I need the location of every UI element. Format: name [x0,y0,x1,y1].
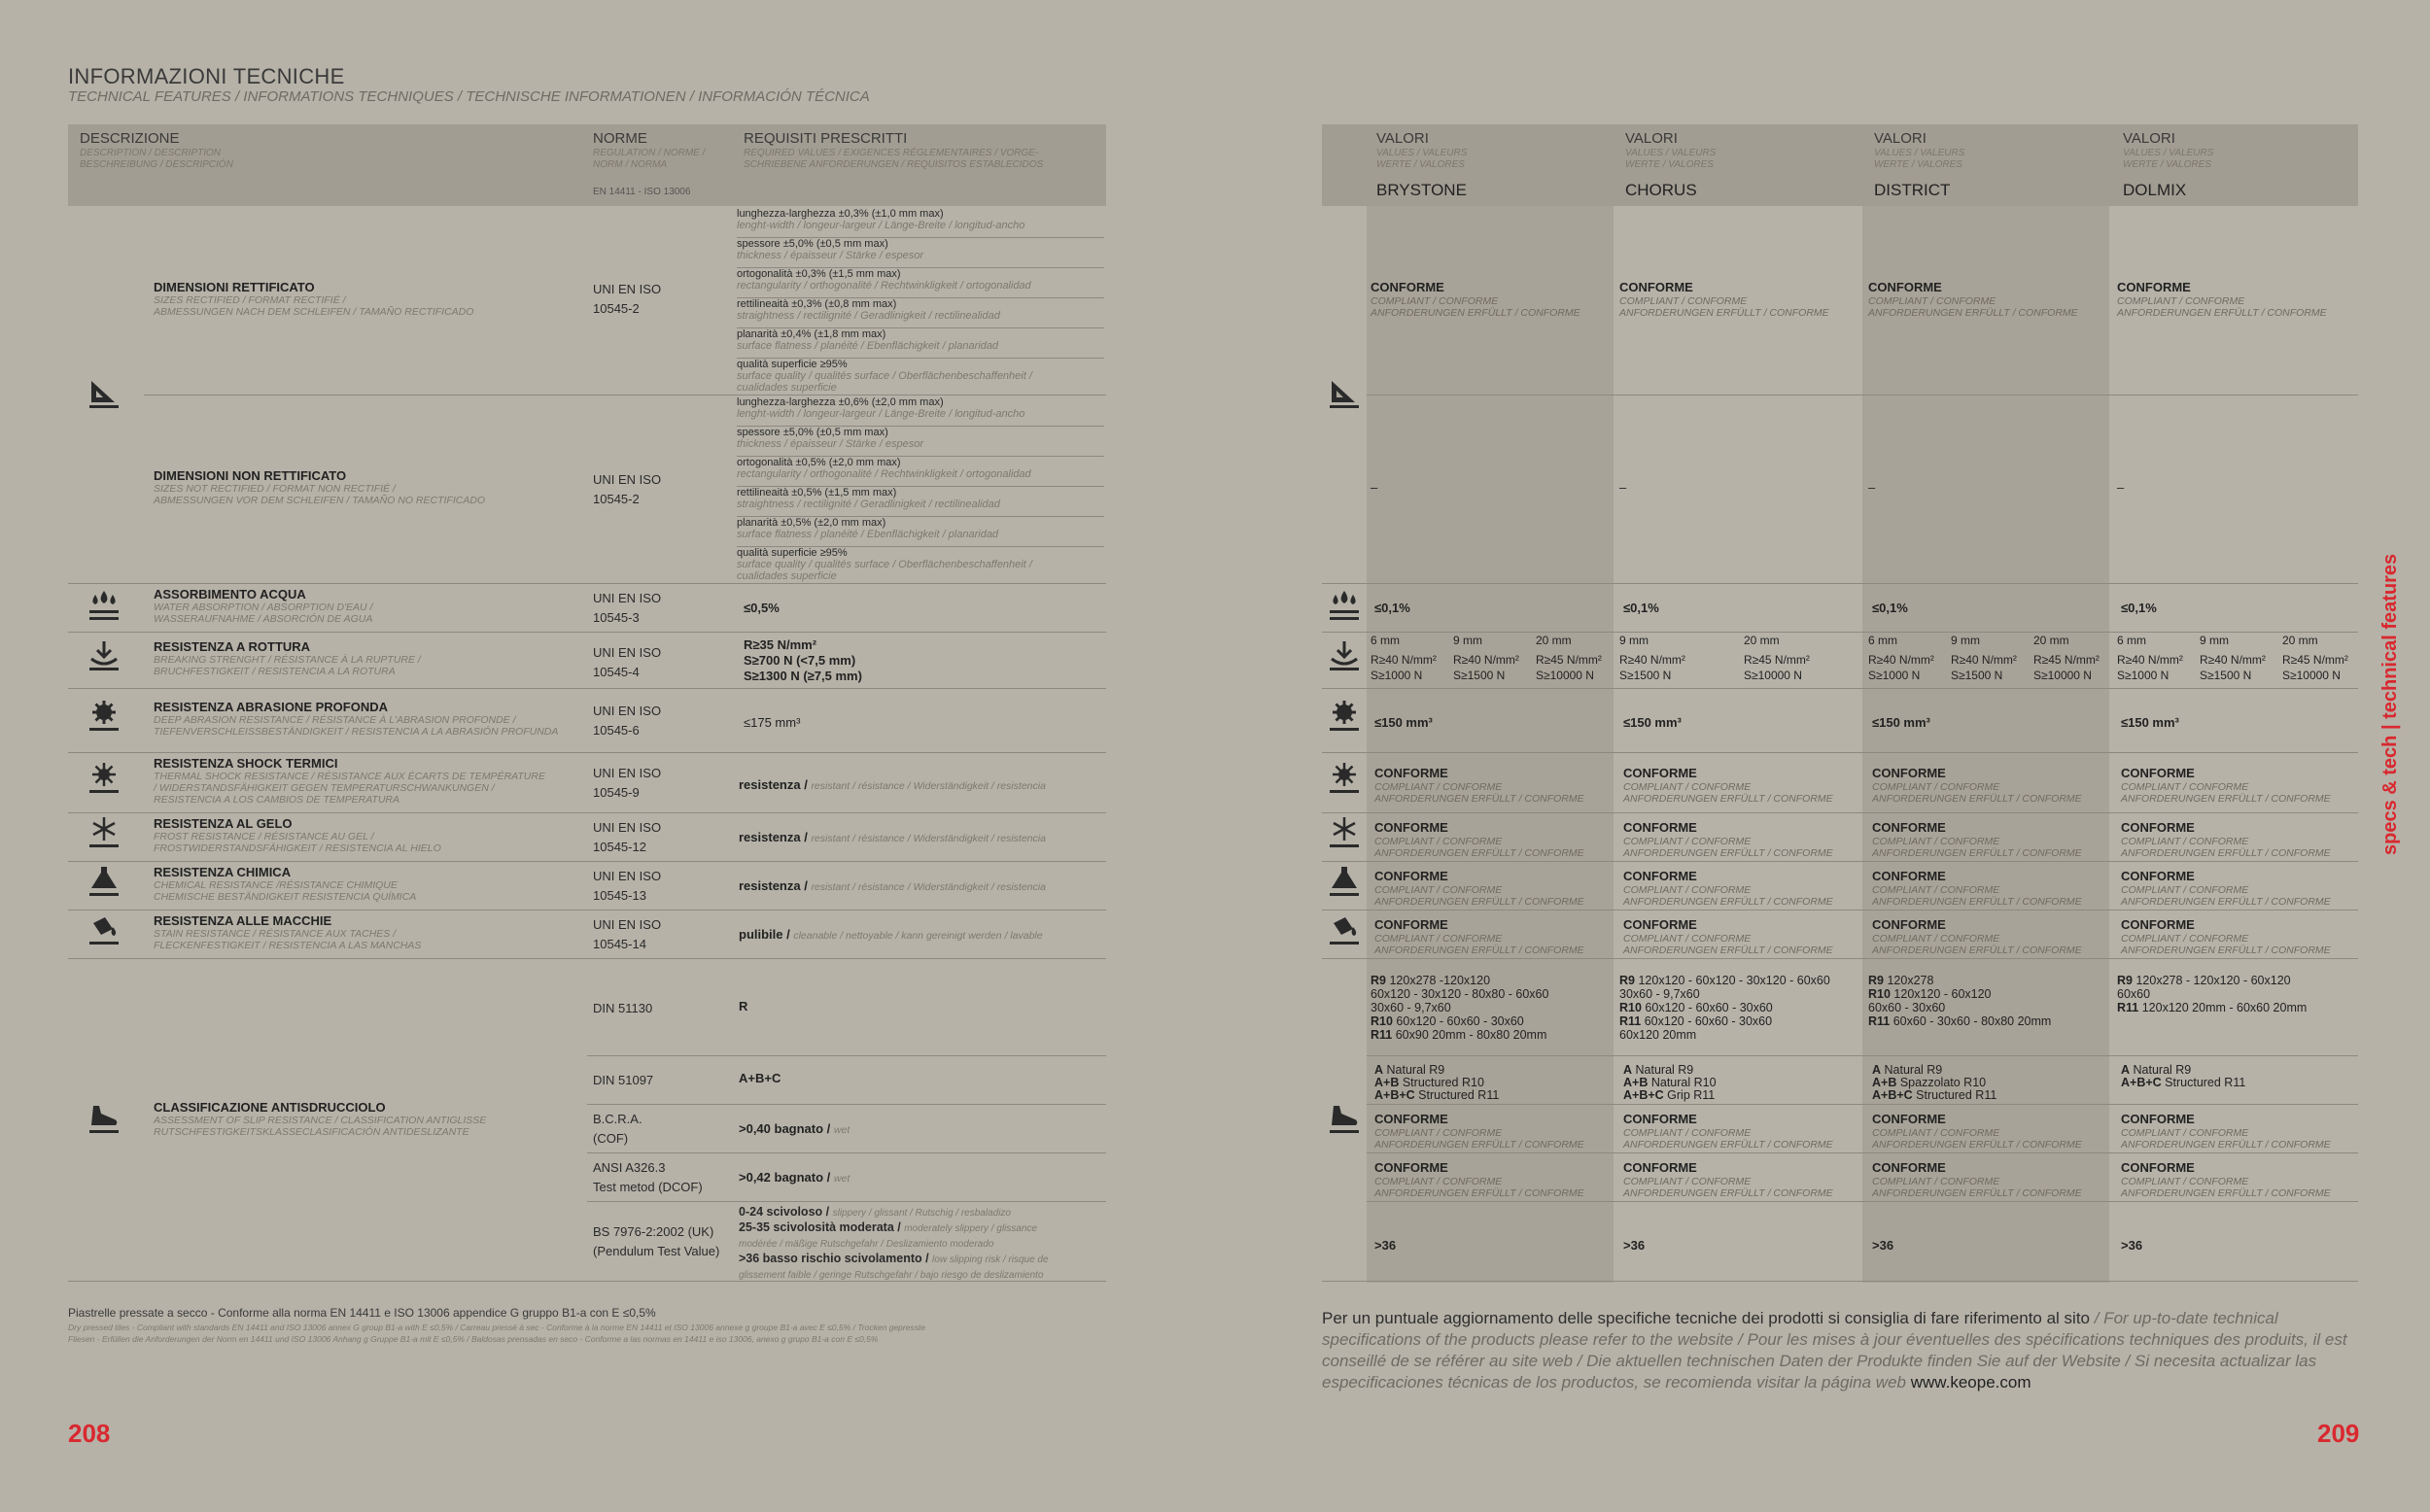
conforme-sub: COMPLIANT / CONFORME ANFORDERUNGEN ERFÜLLT / CONFORME [2121,781,2331,805]
pendulum-value: >36 [1374,1238,1397,1253]
water-absorption-value: ≤0,1% [1374,601,1410,615]
r-class: R11 [1371,1028,1393,1042]
water-drops-icon [1328,589,1361,622]
abc-class: A+B+C [2121,1076,2162,1089]
row-norm: UNI EN ISO 10545-12 [593,820,662,854]
r-value: R≥45 N/mm² [2033,653,2100,667]
conforme-sub: COMPLIANT / CONFORME ANFORDERUNGEN ERFÜLLT / CONFORME [1371,295,1580,319]
conforme-label: CONFORME [1872,869,1946,883]
not-rectified-requirements [737,396,1104,586]
thermal-shock-icon [87,762,121,795]
product-name: DISTRICT [1874,181,1951,199]
footnote: Piastrelle pressate a secco - Conforme alla norma EN 14411 e ISO 13006 appendice G gruppo B1-a con E ≤0,5% [68,1306,656,1320]
abc-finish: Natural R9 [1386,1063,1445,1077]
footnote-sub: Dry pressed tiles - Compliant with standards EN 14411 and ISO 13006 annex G group B1-a with E ≤0,5% / Carreau pressé à sec - Conforme à la norme EN 14411 et ISO 13006 annexe g groupe B1-a avec E ≤0,5% / Trocken gepresste Fliesen - Erfüllen die Anforderungen der Norm en 14411 und ISO 13006 Anhang g Gruppe B1-a mit E ≤0,5% / Baldosas prensadas en seco - Conforme a las normas en 14411 e iso 13006, anexo g grupo B1-a con E ≤0,5% [68,1323,925,1344]
page-number-left: 208 [68,1419,111,1448]
page-subtitle: TECHNICAL FEATURES / INFORMATIONS TECHNIQUES / TECHNISCHE INFORMATIONEN / INFORMACIÓN TÉCNICA [68,88,870,105]
pendulum-value: >36 [2121,1238,2143,1253]
req-item: spessore ±5,0% (±0,5 mm max) thickness / épaisseur / Stärke / espesor [737,427,1104,457]
conforme-sub: COMPLIANT / CONFORME ANFORDERUNGEN ERFÜLLT / CONFORME [2121,1176,2331,1199]
abrasion-value: ≤150 mm³ [1623,715,1682,730]
r-formats: 120x120 20mm - 60x60 20mm [2141,1001,2308,1014]
req-item: planarità ±0,5% (±2,0 mm max) surface flatness / planéité / Ebenflächigkeit / planaridad [737,517,1104,547]
r-class: R10 [1868,987,1891,1001]
chemical-flask-icon [1328,865,1361,898]
conforme-sub: COMPLIANT / CONFORME ANFORDERUNGEN ERFÜLLT / CONFORME [1374,1127,1584,1151]
abc-class-line [1374,1088,1499,1102]
s-value: S≥1500 N [1951,669,2003,682]
breaking-load-icon [87,639,121,672]
abc-finish: Structured R11 [1418,1088,1500,1102]
conforme-sub: COMPLIANT / CONFORME ANFORDERUNGEN ERFÜLLT / CONFORME [2121,836,2331,859]
abc-class-line [1374,1063,1444,1077]
shoe-slip-icon [87,1102,121,1135]
r-formats: 120x278 [1887,974,1934,987]
values-label: VALORI [1376,130,1429,147]
abc-class: A [1623,1063,1633,1077]
values-label: VALORI [1874,130,1927,147]
water-absorption-value: ≤0,1% [1872,601,1908,615]
thickness-label: 6 mm [1868,634,1897,647]
conforme-label: CONFORME [1623,869,1697,883]
row-norm: UNI EN ISO 10545-6 [593,704,662,738]
r-value: R≥40 N/mm² [2117,653,2183,667]
dash-value: – [2117,480,2125,495]
product-name: DOLMIX [2123,181,2187,199]
s-value: S≥1500 N [1619,669,1672,682]
s-value: S≥1000 N [1868,669,1921,682]
frost-snowflake-icon [87,816,121,849]
req-value: pulibile / cleanable / nettoyable / kann gereinigt werden / lavable [739,927,1043,942]
conforme-sub: COMPLIANT / CONFORME ANFORDERUNGEN ERFÜLLT / CONFORME [1623,781,1833,805]
slip-norm-din51130: DIN 51130 [593,1001,653,1015]
r-class: R11 [1868,1014,1891,1028]
conforme-label: CONFORME [1374,766,1448,780]
conforme-sub: COMPLIANT / CONFORME ANFORDERUNGEN ERFÜLLT / CONFORME [2121,1127,2331,1151]
row-chemical: RESISTENZA CHIMICA CHEMICAL RESISTANCE /RÉSISTANCE CHIMIQUE CHEMISCHE BESTÄNDIGKEIT RESISTENCIA QUÍMICA [154,865,417,903]
r-formats: 120x278 - 120x120 - 60x120 [2135,974,2291,987]
header-description-sub: DESCRIPTION / DESCRIPTION BESCHREIBUNG / DESCRIPCIÓN [80,148,233,170]
product-name: BRYSTONE [1376,181,1467,199]
s-value: S≥1500 N [1453,669,1506,682]
row-title: DIMENSIONI RETTIFICATO [154,280,315,294]
req-item: qualità superficie ≥95% surface quality / qualités surface / Oberflächenbeschaffenheit / cualidades superficie [737,547,1032,582]
conforme-label: CONFORME [1623,766,1697,780]
r-class: R11 [1619,1014,1642,1028]
header-requirements-sub: REQUIRED VALUES / EXIGENCES RÉGLEMENTAIRES / VORGE- SCHRIEBENE ANFORDERUNGEN / REQUISITOS ESTABLECIDOS [744,148,1044,170]
row-subtitle: SIZES RECTIFIED / FORMAT RECTIFIÉ / ABMESSUNGEN NACH DEM SCHLEIFEN / TAMAÑO RECTIFICADO [154,294,474,318]
values-sub: VALUES / VALEURS WERTE / VALORES [1874,148,1965,170]
r-formats: 120x278 -120x120 [1389,974,1491,987]
values-sub: VALUES / VALEURS WERTE / VALORES [2123,148,2214,170]
r-formats: 60x60 - 30x60 [1868,1001,1946,1014]
conforme-label: CONFORME [1623,820,1697,835]
r-class-line [2117,987,2150,1001]
thickness-label: 20 mm [1744,634,1780,647]
side-label: specs & tech | technical features [2379,553,2401,855]
req-item: lunghezza-larghezza ±0,6% (±2,0 mm max) lenght-width / longeur-largeur / Länge-Breite / longitud-ancho [737,396,1104,427]
abc-class: A [1374,1063,1384,1077]
abc-class-line [1374,1076,1484,1089]
r-class-line [2117,974,2291,987]
conforme-sub: COMPLIANT / CONFORME ANFORDERUNGEN ERFÜLLT / CONFORME [1374,836,1584,859]
abc-class: A+B+C [1623,1088,1664,1102]
abc-class: A+B [1872,1076,1897,1089]
s-value: S≥1000 N [2117,669,2170,682]
update-note: Per un puntuale aggiornamento delle specifiche tecniche dei prodotti si consiglia di fare riferimento al sito / For up-to-date technical specifications of the products please refer to the website / Pour les mises à jour éventuelles des spécifications techniques des produits, il est conseillé de se référer au site web / Die aktuellen technischen Daten der Produkte finden Sie auf der Website / Si necesita actualizar las especificaciones técnicas de los productos, se recomienda visitar la página web www.keope.com [1322,1309,2347,1392]
req-value: resistenza / resistant / résistance / Widerständigkeit / resistencia [739,830,1046,844]
row-norm: UNI EN ISO 10545-3 [593,591,662,625]
r-class: R10 [1371,1014,1393,1028]
r-class: R9 [1371,974,1386,987]
abc-class-line [2121,1076,2245,1089]
conforme-label: CONFORME [1872,820,1946,835]
r-formats: 60x120 - 60x60 - 30x60 [1396,1014,1524,1028]
dash-value: – [1619,480,1627,495]
slip-req-din51130: R [739,999,748,1014]
req-item: rettilineaità ±0,5% (±1,5 mm max) straightness / rectilignité / Geradlinigkeit / rectilinealidad [737,487,1104,517]
r-class-line [1371,1001,1451,1014]
water-drops-icon [87,589,121,622]
conforme-label: CONFORME [1374,917,1448,932]
r-class: R11 [2117,1001,2139,1014]
req-value: ≤175 mm³ [744,715,801,730]
thickness-label: 20 mm [2033,634,2069,647]
abc-finish: Natural R10 [1650,1076,1717,1089]
s-value: S≥1500 N [2200,669,2252,682]
conforme-sub: COMPLIANT / CONFORME ANFORDERUNGEN ERFÜLLT / CONFORME [1872,884,2082,908]
abrasion-value: ≤150 mm³ [1374,715,1433,730]
thickness-label: 9 mm [1453,634,1482,647]
conforme-sub: COMPLIANT / CONFORME ANFORDERUNGEN ERFÜLLT / CONFORME [1872,836,2082,859]
abc-class-line [1623,1076,1717,1089]
r-class: R9 [2117,974,2133,987]
r-value: R≥40 N/mm² [1868,653,1934,667]
abc-finish: Natural R9 [2133,1063,2192,1077]
conforme-label: CONFORME [1623,1160,1697,1175]
r-value: R≥40 N/mm² [1371,653,1437,667]
conforme-label: CONFORME [1872,1112,1946,1126]
r-value: R≥40 N/mm² [2200,653,2266,667]
abc-class-line [1872,1076,1986,1089]
r-formats: 30x60 - 9,7x60 [1371,1001,1451,1014]
r-class: R9 [1868,974,1884,987]
conforme-label: CONFORME [1374,869,1448,883]
r-class-line [1619,974,1830,987]
values-label: VALORI [1625,130,1678,147]
thermal-shock-icon [1328,762,1361,795]
s-value: S≥10000 N [1536,669,1594,682]
conforme-label: CONFORME [1623,1112,1697,1126]
req-item: ortogonalità ±0,3% (±1,5 mm max) rectangularity / orthogonalité / Rechtwinkligkeit / ortogonalidad [737,268,1104,298]
abrasion-value: ≤150 mm³ [1872,715,1930,730]
conforme-label: CONFORME [2121,1160,2195,1175]
conforme-label: CONFORME [2121,917,2195,932]
pendulum-value: >36 [1623,1238,1646,1253]
r-formats: 120x120 - 60x120 [1893,987,1992,1001]
row-norm: UNI EN ISO 10545-4 [593,645,662,679]
page-title: INFORMAZIONI TECNICHE [68,64,345,88]
row-breaking-strength: RESISTENZA A ROTTURA BREAKING STRENGHT / RÉSISTANCE À LA RUPTURE / BRUCHFESTIGKEIT / RESISTENCIA A LA ROTURA [154,639,421,677]
conforme-sub: COMPLIANT / CONFORME ANFORDERUNGEN ERFÜLLT / CONFORME [1872,933,2082,956]
conforme-sub: COMPLIANT / CONFORME ANFORDERUNGEN ERFÜLLT / CONFORME [1623,1176,1833,1199]
abc-class: A+B+C [1872,1088,1913,1102]
conforme-sub: COMPLIANT / CONFORME ANFORDERUNGEN ERFÜLLT / CONFORME [1868,295,2078,319]
r-class-line [1868,987,1992,1001]
abrasion-value: ≤150 mm³ [2121,715,2179,730]
row-slip-resistance: CLASSIFICAZIONE ANTISDRUCCIOLO ASSESSMENT OF SLIP RESISTANCE / CLASSIFICATION ANTIGLISSE RUTSCHFESTIGKEITSKLASSECLASIFICACIÓN ANTIDESLIZANTE [154,1100,487,1138]
req-item: spessore ±5,0% (±0,5 mm max) thickness / épaisseur / Stärke / espesor [737,238,1104,268]
abc-finish: Structured R10 [1402,1076,1484,1089]
r-class-line [1868,974,1933,987]
breaking-load-icon [1328,639,1361,672]
conforme-sub: COMPLIANT / CONFORME ANFORDERUNGEN ERFÜLLT / CONFORME [1623,836,1833,859]
row-deep-abrasion: RESISTENZA ABRASIONE PROFONDA DEEP ABRASION RESISTANCE / RÉSISTANCE À L'ABRASION PROFONDE / TIEFENVERSCHLEISSBESTÄNDIGKEIT / RESISTENCIA A LA ABRASIÓN PROFUNDA [154,700,559,738]
header-norme: NORME [593,130,647,147]
conforme-label: CONFORME [2121,1112,2195,1126]
row-frost: RESISTENZA AL GELO FROST RESISTANCE / RÉSISTANCE AU GEL / FROSTWIDERSTANDSFÄHIGKEIT / RESISTENCIA AL HIELO [154,816,441,854]
header-norme-sub: REGULATION / NORME / NORM / NORMA [593,148,706,170]
abc-finish: Natural R9 [1884,1063,1943,1077]
values-sub: VALUES / VALEURS WERTE / VALORES [1625,148,1717,170]
conforme-label: CONFORME [2121,766,2195,780]
conforme-sub: COMPLIANT / CONFORME ANFORDERUNGEN ERFÜLLT / CONFORME [1623,1127,1833,1151]
abc-finish: Natural R9 [1635,1063,1694,1077]
row-water-absorption: ASSORBIMENTO ACQUA WATER ABSORPTION / ABSORPTION D'EAU / WASSERAUFNAHME / ABSORCIÓN DE AGUA [154,587,373,625]
abc-finish: Grip R11 [1667,1088,1716,1102]
req-value: resistenza / resistant / résistance / Widerständigkeit / resistencia [739,878,1046,893]
pendulum-value: >36 [1872,1238,1894,1253]
abc-finish: Structured R11 [2165,1076,2246,1089]
product-name: CHORUS [1625,181,1697,199]
req-item: rettilineaità ±0,3% (±0,8 mm max) straightness / rectilignité / Geradlinigkeit / rectilinealidad [737,298,1104,328]
conforme-label: CONFORME [1374,820,1448,835]
r-class: R10 [1619,1001,1642,1014]
r-formats: 60x120 - 60x60 - 30x60 [1645,1001,1773,1014]
req-value: resistenza / resistant / résistance / Widerständigkeit / resistencia [739,777,1046,792]
slip-req-din51097: A+B+C [739,1071,781,1085]
r-value: R≥40 N/mm² [1951,653,2017,667]
conforme-sub: COMPLIANT / CONFORME ANFORDERUNGEN ERFÜLLT / CONFORME [1374,1176,1584,1199]
conforme-label: CONFORME [1872,1160,1946,1175]
abc-finish: Structured R11 [1916,1088,1997,1102]
conforme-sub: COMPLIANT / CONFORME ANFORDERUNGEN ERFÜLLT / CONFORME [1872,1127,2082,1151]
conforme-sub: COMPLIANT / CONFORME ANFORDERUNGEN ERFÜLLT / CONFORME [1374,781,1584,805]
water-absorption-value: ≤0,1% [2121,601,2157,615]
row-norm: UNI EN ISO 10545-13 [593,869,662,903]
header-norme-standard: EN 14411 - ISO 13006 [593,187,691,197]
row-norm: UNI EN ISO 10545-2 [593,282,662,316]
row-thermal-shock: RESISTENZA SHOCK TERMICI THERMAL SHOCK RESISTANCE / RÉSISTANCE AUX ÉCARTS DE TEMPÉRATURE / WIDERSTANDSFÄHIGKEIT GEGEN TEMPERATURSCHWANKUNGEN / RESISTENCIA A LOS CAMBIOS DE TEMPERATURA [154,756,545,806]
r-formats: 60x120 - 60x60 - 30x60 [1644,1014,1773,1028]
water-absorption-value: ≤0,1% [1623,601,1659,615]
r-class-line [1619,987,1700,1001]
r-class: R9 [1619,974,1635,987]
slip-req-bcra: >0,40 bagnato / wet [739,1121,850,1136]
conforme-label: CONFORME [1868,280,1942,294]
conforme-sub: COMPLIANT / CONFORME ANFORDERUNGEN ERFÜLLT / CONFORME [1872,781,2082,805]
values-sub: VALUES / VALEURS WERTE / VALORES [1376,148,1468,170]
r-value: R≥40 N/mm² [1619,653,1685,667]
conforme-label: CONFORME [1374,1160,1448,1175]
stain-bucket-icon [1328,913,1361,946]
header-requirements: REQUISITI PRESCRITTI [744,130,908,147]
dash-value: – [1868,480,1876,495]
conforme-label: CONFORME [2121,869,2195,883]
abc-class-line [1623,1088,1715,1102]
conforme-sub: COMPLIANT / CONFORME ANFORDERUNGEN ERFÜLLT / CONFORME [2117,295,2327,319]
chemical-flask-icon [87,865,121,898]
abrasion-gear-icon [1328,700,1361,733]
slip-req-bs7976: 0-24 scivoloso / slippery / glissant / Rutschig / resbaladizo 25-35 scivolosità moderata / moderately slippery / glissance modérée / mäßige Rutschgefahr / Deslizamiento moderado >36 basso rischio scivolamento / low slipping risk / risque de glissement faible / geringe Rutschgefahr / bajo riesgo de deslizamiento [739,1205,1049,1281]
r-class-line [1868,1014,2051,1028]
page-number-right: 209 [2317,1419,2360,1448]
r-class-line [1371,1028,1546,1042]
tile-dimension-icon [87,377,121,410]
slip-norm-bcra: B.C.R.A. (COF) [593,1112,642,1146]
header-description: DESCRIZIONE [80,130,180,147]
conforme-sub: COMPLIANT / CONFORME ANFORDERUNGEN ERFÜLLT / CONFORME [1623,884,1833,908]
abc-class-line [1623,1063,1693,1077]
conforme-sub: COMPLIANT / CONFORME ANFORDERUNGEN ERFÜLLT / CONFORME [2121,933,2331,956]
row-rectified [154,280,473,318]
abrasion-gear-icon [87,700,121,733]
slip-norm-ansi: ANSI A326.3 Test metod (DCOF) [593,1160,703,1194]
r-class-line [2117,1001,2307,1014]
slip-req-ansi: >0,42 bagnato / wet [739,1170,850,1185]
req-item: lunghezza-larghezza ±0,3% (±1,0 mm max) lenght-width / longeur-largeur / Länge-Breite / longitud-ancho [737,208,1104,238]
conforme-label: CONFORME [1623,917,1697,932]
r-formats: 60x60 - 30x60 - 80x80 20mm [1892,1014,2052,1028]
thickness-label: 20 mm [1536,634,1572,647]
thickness-label: 9 mm [1619,634,1649,647]
conforme-label: CONFORME [1619,280,1693,294]
conforme-sub: COMPLIANT / CONFORME ANFORDERUNGEN ERFÜLLT / CONFORME [1374,884,1584,908]
thickness-label: 6 mm [1371,634,1400,647]
dash-value: – [1371,480,1378,495]
s-value: S≥1000 N [1371,669,1423,682]
abc-class-line [2121,1063,2191,1077]
abc-class: A+B [1623,1076,1649,1089]
r-class-line [1619,1001,1773,1014]
r-formats: 60x90 20mm - 80x80 20mm [1395,1028,1547,1042]
row-stain: RESISTENZA ALLE MACCHIE STAIN RESISTANCE / RÉSISTANCE AUX TACHES / FLECKENFESTIGKEIT / RESISTENCIA A LAS MANCHAS [154,913,422,951]
r-formats: 120x120 - 60x120 - 30x120 - 60x60 [1638,974,1830,987]
conforme-label: CONFORME [1374,1112,1448,1126]
abc-class-line [1872,1088,1996,1102]
abc-class: A [2121,1063,2131,1077]
abc-class-line [1872,1063,1942,1077]
conforme-label: CONFORME [1872,766,1946,780]
conforme-label: CONFORME [2121,820,2195,835]
r-formats: 60x120 20mm [1619,1028,1697,1042]
s-value: S≥10000 N [2033,669,2092,682]
r-value: R≥45 N/mm² [1536,653,1602,667]
values-label: VALORI [2123,130,2175,147]
conforme-sub: COMPLIANT / CONFORME ANFORDERUNGEN ERFÜLLT / CONFORME [1619,295,1829,319]
s-value: S≥10000 N [2282,669,2341,682]
website-link[interactable]: www.keope.com [1910,1373,2031,1392]
r-value: R≥40 N/mm² [1453,653,1519,667]
thickness-label: 9 mm [1951,634,1980,647]
r-class-line [1371,987,1548,1001]
frost-snowflake-icon [1328,816,1361,849]
row-norm: UNI EN ISO 10545-2 [593,472,662,506]
conforme-label: CONFORME [1371,280,1444,294]
req-value: ≤0,5% [744,601,780,615]
row-not-rectified: DIMENSIONI NON RETTIFICATO SIZES NOT RECTIFIED / FORMAT NON RECTIFIÉ / ABMESSUNGEN VOR DEM SCHLEIFEN / TAMAÑO NO RECTIFICADO [154,468,486,506]
abc-class: A+B [1374,1076,1400,1089]
thickness-label: 20 mm [2282,634,2318,647]
conforme-sub: COMPLIANT / CONFORME ANFORDERUNGEN ERFÜLLT / CONFORME [2121,884,2331,908]
req-value: R≥35 N/mm² S≥700 N (<7,5 mm) S≥1300 N (≥7,5 mm) [744,637,862,683]
conforme-sub: COMPLIANT / CONFORME ANFORDERUNGEN ERFÜLLT / CONFORME [1872,1176,2082,1199]
r-formats: 30x60 - 9,7x60 [1619,987,1700,1001]
abc-finish: Spazzolato R10 [1899,1076,1987,1089]
abc-class: A [1872,1063,1882,1077]
req-item: qualità superficie ≥95% surface quality / qualités surface / Oberflächenbeschaffenheit / cualidades superficie [737,359,1032,394]
conforme-sub: COMPLIANT / CONFORME ANFORDERUNGEN ERFÜLLT / CONFORME [1623,933,1833,956]
tile-dimension-icon [1328,377,1361,410]
req-item: ortogonalità ±0,5% (±2,0 mm max) rectangularity / orthogonalité / Rechtwinkligkeit / ortogonalidad [737,457,1104,487]
req-item: planarità ±0,4% (±1,8 mm max) surface flatness / planéité / Ebenflächigkeit / planaridad [737,328,1104,359]
rectified-requirements [737,208,1104,397]
row-norm: UNI EN ISO 10545-9 [593,766,662,800]
r-formats: 60x60 [2117,987,2151,1001]
conforme-label: CONFORME [2117,280,2191,294]
abc-class: A+B+C [1374,1088,1415,1102]
r-value: R≥45 N/mm² [2282,653,2348,667]
thickness-label: 6 mm [2117,634,2146,647]
conforme-label: CONFORME [1872,917,1946,932]
r-class-line [1371,1014,1524,1028]
s-value: S≥10000 N [1744,669,1802,682]
r-formats: 60x120 - 30x120 - 80x80 - 60x60 [1371,987,1549,1001]
r-class-line [1868,1001,1945,1014]
r-value: R≥45 N/mm² [1744,653,1810,667]
stain-bucket-icon [87,913,121,946]
r-class-line [1619,1028,1696,1042]
r-class-line [1371,974,1490,987]
conforme-sub: COMPLIANT / CONFORME ANFORDERUNGEN ERFÜLLT / CONFORME [1374,933,1584,956]
shoe-slip-icon [1328,1102,1361,1135]
slip-norm-bs7976: BS 7976-2:2002 (UK) (Pendulum Test Value) [593,1224,720,1258]
r-class-line [1619,1014,1772,1028]
slip-norm-din51097: DIN 51097 [593,1073,654,1087]
row-norm: UNI EN ISO 10545-14 [593,917,662,951]
thickness-label: 9 mm [2200,634,2229,647]
